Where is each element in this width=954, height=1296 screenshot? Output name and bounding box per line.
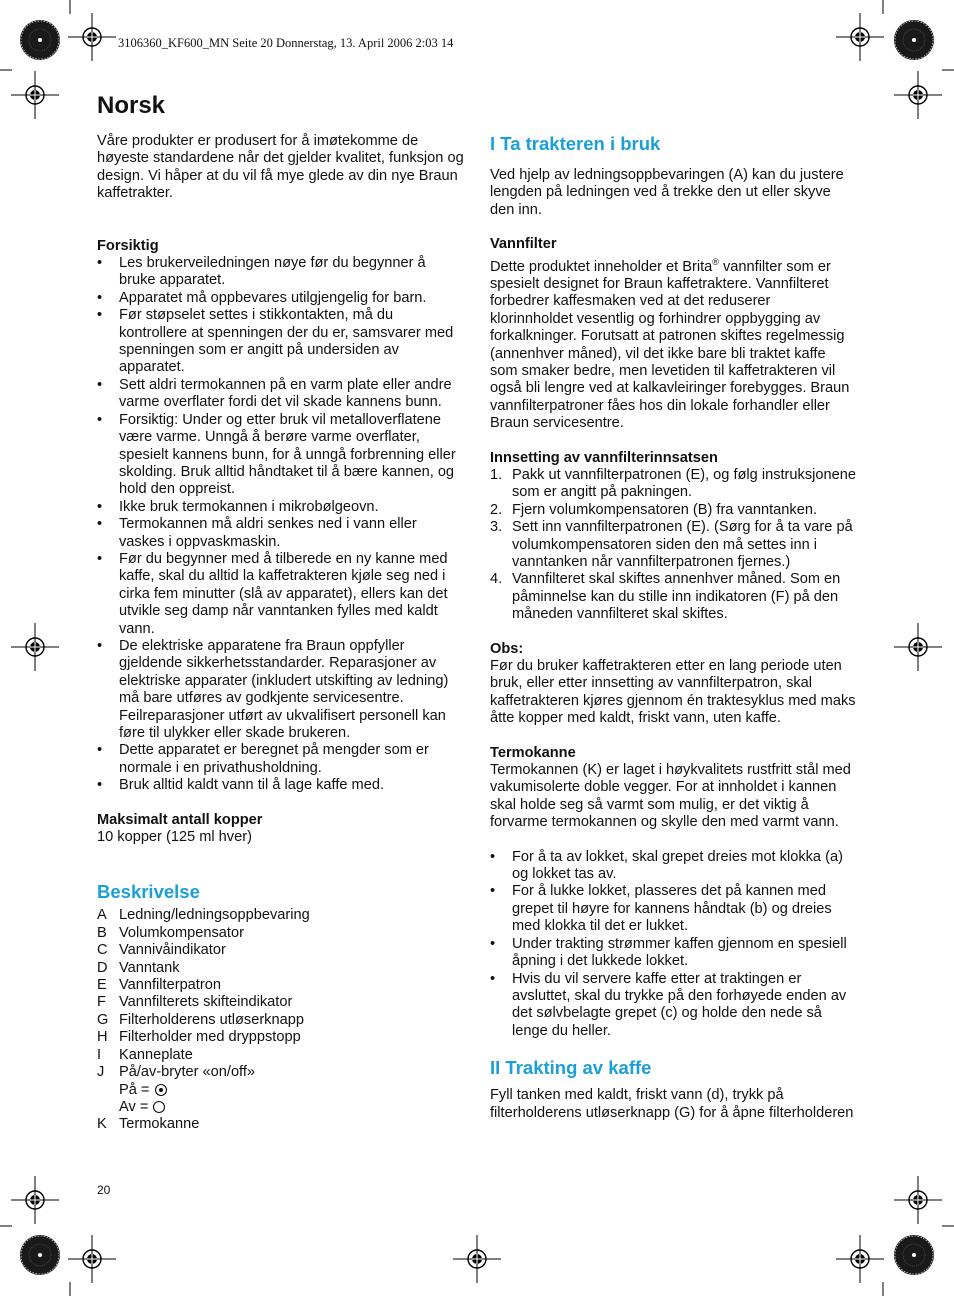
section-1-heading: I Ta trakteren i bruk [490, 133, 661, 154]
description-list [97, 907, 465, 1133]
list-item: B Volumkompensator [97, 924, 244, 941]
list-item: 2. Fjern volumkompensatoren (B) fra vanntanken. [490, 501, 817, 518]
list-item: 4. Vannfilteret skal skiftes annenhver måned. Som en påminnelse kan du stille inn indikatoren (F) på den måneden vannfilteret skal skiftes. [490, 571, 841, 623]
list-item: • Ikke bruk termokannen i mikrobølgeovn. [97, 498, 379, 515]
list-item: • Dette apparatet er beregnet på mengder som er normale i en privathusholdning. [97, 742, 429, 776]
list-item: • Sett aldri termokannen på en varm plate eller andre varme overflater fordi det vil skade kannens bunn. [97, 376, 452, 411]
section-2-heading: II Trakting av kaffe [490, 1057, 652, 1079]
list-item: • Under trakting strømmer kaffen gjennom en spesiell åpning i det lukkede lokket. [490, 935, 847, 970]
print-slug: 3106360_KF600_MN Seite 20 Donnerstag, 13. April 2006 2:03 14 [118, 36, 454, 50]
left-column [97, 133, 465, 1134]
list-item: • Apparatet må oppbevares utilgjengelig for barn. [97, 289, 427, 306]
insert-steps [490, 467, 856, 624]
list-item: 3. Sett inn vannfilterpatronen (E). (Sørg for å ta vare på volumkompensatoren siden den må settes inn i vanntanken når vannfilterpatronen fjernes.) [490, 519, 853, 570]
thermo-heading: Termokanne [490, 744, 576, 761]
list-item: H Filterholder med dryppstopp [97, 1029, 301, 1046]
caution-heading: Forsiktig [97, 237, 159, 254]
section-2-text: Fyll tanken med kaldt, friskt vann (d), trykk på filterholderens utløserknapp (G) for å åpne filterholderen [490, 1087, 854, 1121]
max-cups-heading: Maksimalt antall kopper [97, 811, 263, 828]
water-filter-heading: Vannfilter [490, 236, 557, 253]
thermo-list [490, 849, 856, 1040]
bullet: • [97, 637, 103, 654]
page-title: Norsk [97, 92, 166, 119]
list-item: • Bruk alltid kaldt vann til å lage kaffe med. [97, 777, 384, 794]
list-item: I Kanneplate [97, 1046, 193, 1063]
note-heading: Obs: [490, 640, 524, 657]
insert-filter-heading: Innsetting av vannfilterinnsatsen [490, 449, 718, 466]
max-cups-text: 10 kopper (125 ml hver) [97, 829, 252, 846]
right-column [490, 133, 856, 1122]
list-item: K Termokanne [97, 1116, 200, 1133]
switch-on-icon [154, 1083, 168, 1097]
bullet: • [97, 376, 103, 393]
list-item: 1. Pakk ut vannfilterpatronen (E), og følg instruksjonene som er angitt på pakningen. [490, 466, 856, 501]
bullet: • [97, 411, 103, 428]
list-item: • Forsiktig: Under og etter bruk vil metalloverflatene være varme. Unngå å berøre varme overflater, spesielt kannens bunn, for å unngå forbrenning eller skolding. Bruk alltid håndtaket til å bære kannen, og hold den oppreist. [97, 411, 456, 498]
bullet: • [97, 550, 103, 567]
bullet: • [97, 289, 103, 306]
switch-off-icon [152, 1100, 166, 1114]
bullet: • [97, 255, 103, 272]
bullet: • [97, 307, 103, 324]
bullet: • [490, 970, 496, 987]
list-item: • De elektriske apparatene fra Braun oppfyller gjeldende sikkerhetsstandarder. Reparasjoner av elektriske apparater (inkludert utskifting av ledning) må bare utføres av godkjente servicesentre. Feilreparasjoner utført av ukvalifisert personell kan føre til ulykker eller skade brukeren. [97, 637, 449, 741]
caution-list [97, 255, 465, 795]
list-item: J På/av-bryter «on/off» [97, 1064, 256, 1081]
list-item: E Vannfilterpatron [97, 977, 221, 994]
page-number: 20 [97, 1183, 111, 1197]
intro-text: Våre produkter er produsert for å imøtekomme de høyeste standardene når det gjelder kvalitet, funksjon og design. Vi håper at du vil få mye glede av din nye Braun kaffetrakter. [97, 133, 464, 202]
bullet: • [490, 935, 496, 952]
note-text: Før du bruker kaffetrakteren etter en lang periode uten bruk, eller etter innsetting av vannfilterpatron, skal kaffetrakteren kjøres gjennom én traktesyklus med maks åtte kopper med kaldt, friskt vann, uten kaffe. [490, 658, 856, 727]
list-item: • Før støpselet settes i stikkontakten, må du kontrollere at spenningen der du er, samsvarer med spenningen som er angitt på undersiden av apparatet. [97, 307, 454, 376]
section-1-intro: Ved hjelp av ledningsoppbevaringen (A) kan du justere lengden på ledningen ved å trekke den ut eller skyve den inn. [490, 167, 844, 218]
description-heading: Beskrivelse [97, 881, 200, 903]
list-item: D Vanntank [97, 959, 180, 976]
list-item: • Før du begynner med å tilberede en ny kanne med kaffe, skal du alltid la kaffetrakteren kjøle seg ned i cirka fem minutter (slå av apparatet), ellers kan det utvikle seg damp når vanntanken fylles med kaldt vann. [97, 550, 448, 637]
off-row: Av = [97, 1099, 465, 1116]
list-item: A Ledning/ledningsoppbevaring [97, 907, 310, 924]
water-filter-text: Dette produktet inneholder et Brita® vannfilter som er spesielt designet for Braun kaffetraktere. Vannfilteret forbedrer kaffesmaken ved at det reduserer klorinnholdet vesentlig og forhindrer oppbygging av forkalkninger. Forutsatt at patronen skiftes regelmessig (annenhver måned), vil det ikke bare bli traktet kaffe som smaker bedre, men levetiden til kaffetrakteren vil også bli lengre ved at kalkavleiringer forebygges. Braun vannfilterpatroner fåes hos din lokale forhandler eller Braun servicesentre. [490, 256, 850, 432]
list-item: • Termokannen må aldri senkes ned i vann eller vaskes i oppvaskmaskin. [97, 516, 417, 550]
list-item: G Filterholderens utløserknapp [97, 1011, 304, 1028]
on-row: På = [97, 1082, 465, 1099]
bullet: • [97, 777, 103, 794]
bullet: • [490, 883, 496, 900]
list-item: • For å lukke lokket, plasseres det på kannen med grepet til høyre for kannens håndtak (b) og dreies med klokka til det er lukket. [490, 883, 832, 935]
thermo-text: Termokannen (K) er laget i høykvalitets rustfritt stål med vakumisolerte doble vegger. For at innholdet i kannen skal holde seg så varmt som mulig, er det viktig å forvarme termokannen og skylle den med varmt vann. [490, 762, 851, 831]
bullet: • [97, 498, 103, 515]
list-item: • For å ta av lokket, skal grepet dreies mot klokka (a) og lokket tas av. [490, 848, 843, 883]
bullet: • [97, 742, 103, 759]
list-item: • Les brukerveiledningen nøye før du begynner å bruke apparatet. [97, 255, 426, 289]
list-item: C Vannivåindikator [97, 942, 226, 959]
list-item: • Hvis du vil servere kaffe etter at traktingen er avsluttet, skal du trykke på den forhøyede enden av det sølvbelagte grepet (c) og holde den nede så lenge du heller. [490, 970, 847, 1039]
list-item: F Vannfilterets skifteindikator [97, 994, 293, 1011]
bullet: • [97, 516, 103, 533]
bullet: • [490, 848, 496, 865]
